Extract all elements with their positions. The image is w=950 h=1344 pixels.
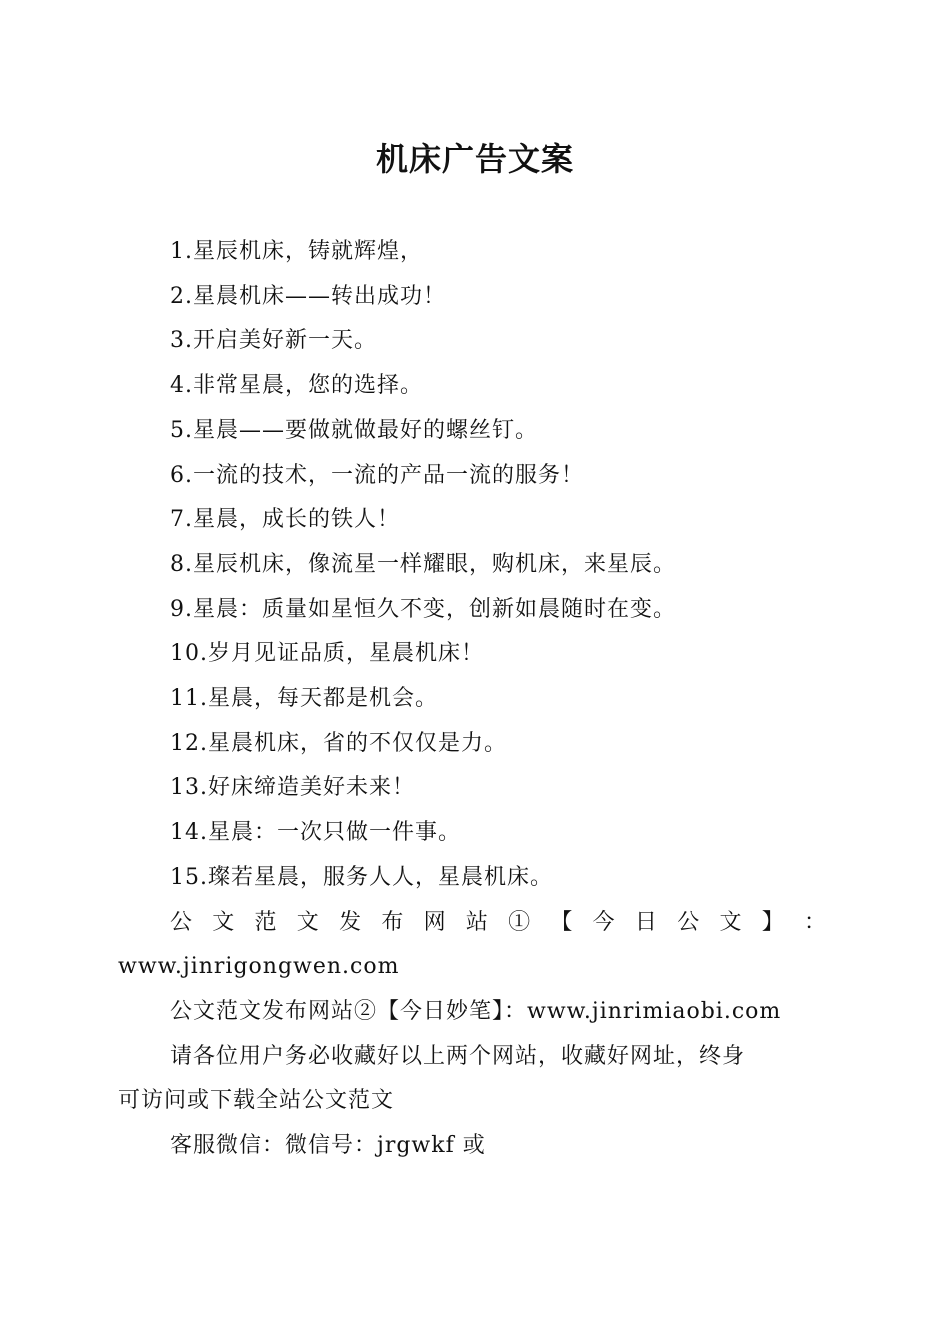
list-item: 10.岁月见证品质，星晨机床！ bbox=[170, 641, 484, 667]
list-item: 1.星辰机床，铸就辉煌， bbox=[170, 239, 423, 264]
list-item: 9.星晨：质量如星恒久不变，创新如晨随时在变。 bbox=[170, 596, 676, 622]
site1-label: 公 文 范 文 发 布 网 站 ① 【 今 日 公 文 】 ： bbox=[170, 909, 826, 935]
site1-url: www.jinrigongwen.com bbox=[118, 954, 400, 980]
list-item: 6.一流的技术，一流的产品一流的服务！ bbox=[170, 462, 584, 488]
list-item: 8.星辰机床，像流星一样耀眼，购机床，来星辰。 bbox=[170, 551, 676, 577]
notice-line-continued: 可访问或下载全站公文范文 bbox=[118, 1088, 395, 1114]
document-body bbox=[118, 230, 826, 1169]
list-item: 5.星晨——要做就做最好的螺丝钉。 bbox=[170, 417, 538, 443]
list-item: 2.星晨机床——转出成功！ bbox=[170, 283, 446, 309]
document-title: 机床广告文案 bbox=[375, 140, 574, 178]
list-item: 15.璨若星晨，服务人人，星晨机床。 bbox=[170, 864, 553, 890]
list-item: 14.星晨：一次只做一件事。 bbox=[170, 820, 461, 846]
list-item: 12.星晨机床，省的不仅仅是力。 bbox=[170, 730, 507, 756]
list-item: 13.好床缔造美好未来！ bbox=[170, 775, 415, 801]
list-item: 7.星晨，成长的铁人！ bbox=[170, 507, 400, 533]
list-item: 4.非常星晨，您的选择。 bbox=[170, 373, 423, 399]
contact-line: 客服微信：微信号：jrgwkf 或 bbox=[170, 1133, 486, 1159]
list-item: 11.星晨，每天都是机会。 bbox=[170, 686, 438, 712]
list-item: 3.开启美好新一天。 bbox=[170, 328, 377, 354]
site2-line: 公文范文发布网站②【今日妙笔】：www.jinrimiaobi.com bbox=[170, 998, 782, 1024]
notice-line: 请各位用户务必收藏好以上两个网站，收藏好网址，终身 bbox=[170, 1043, 746, 1069]
